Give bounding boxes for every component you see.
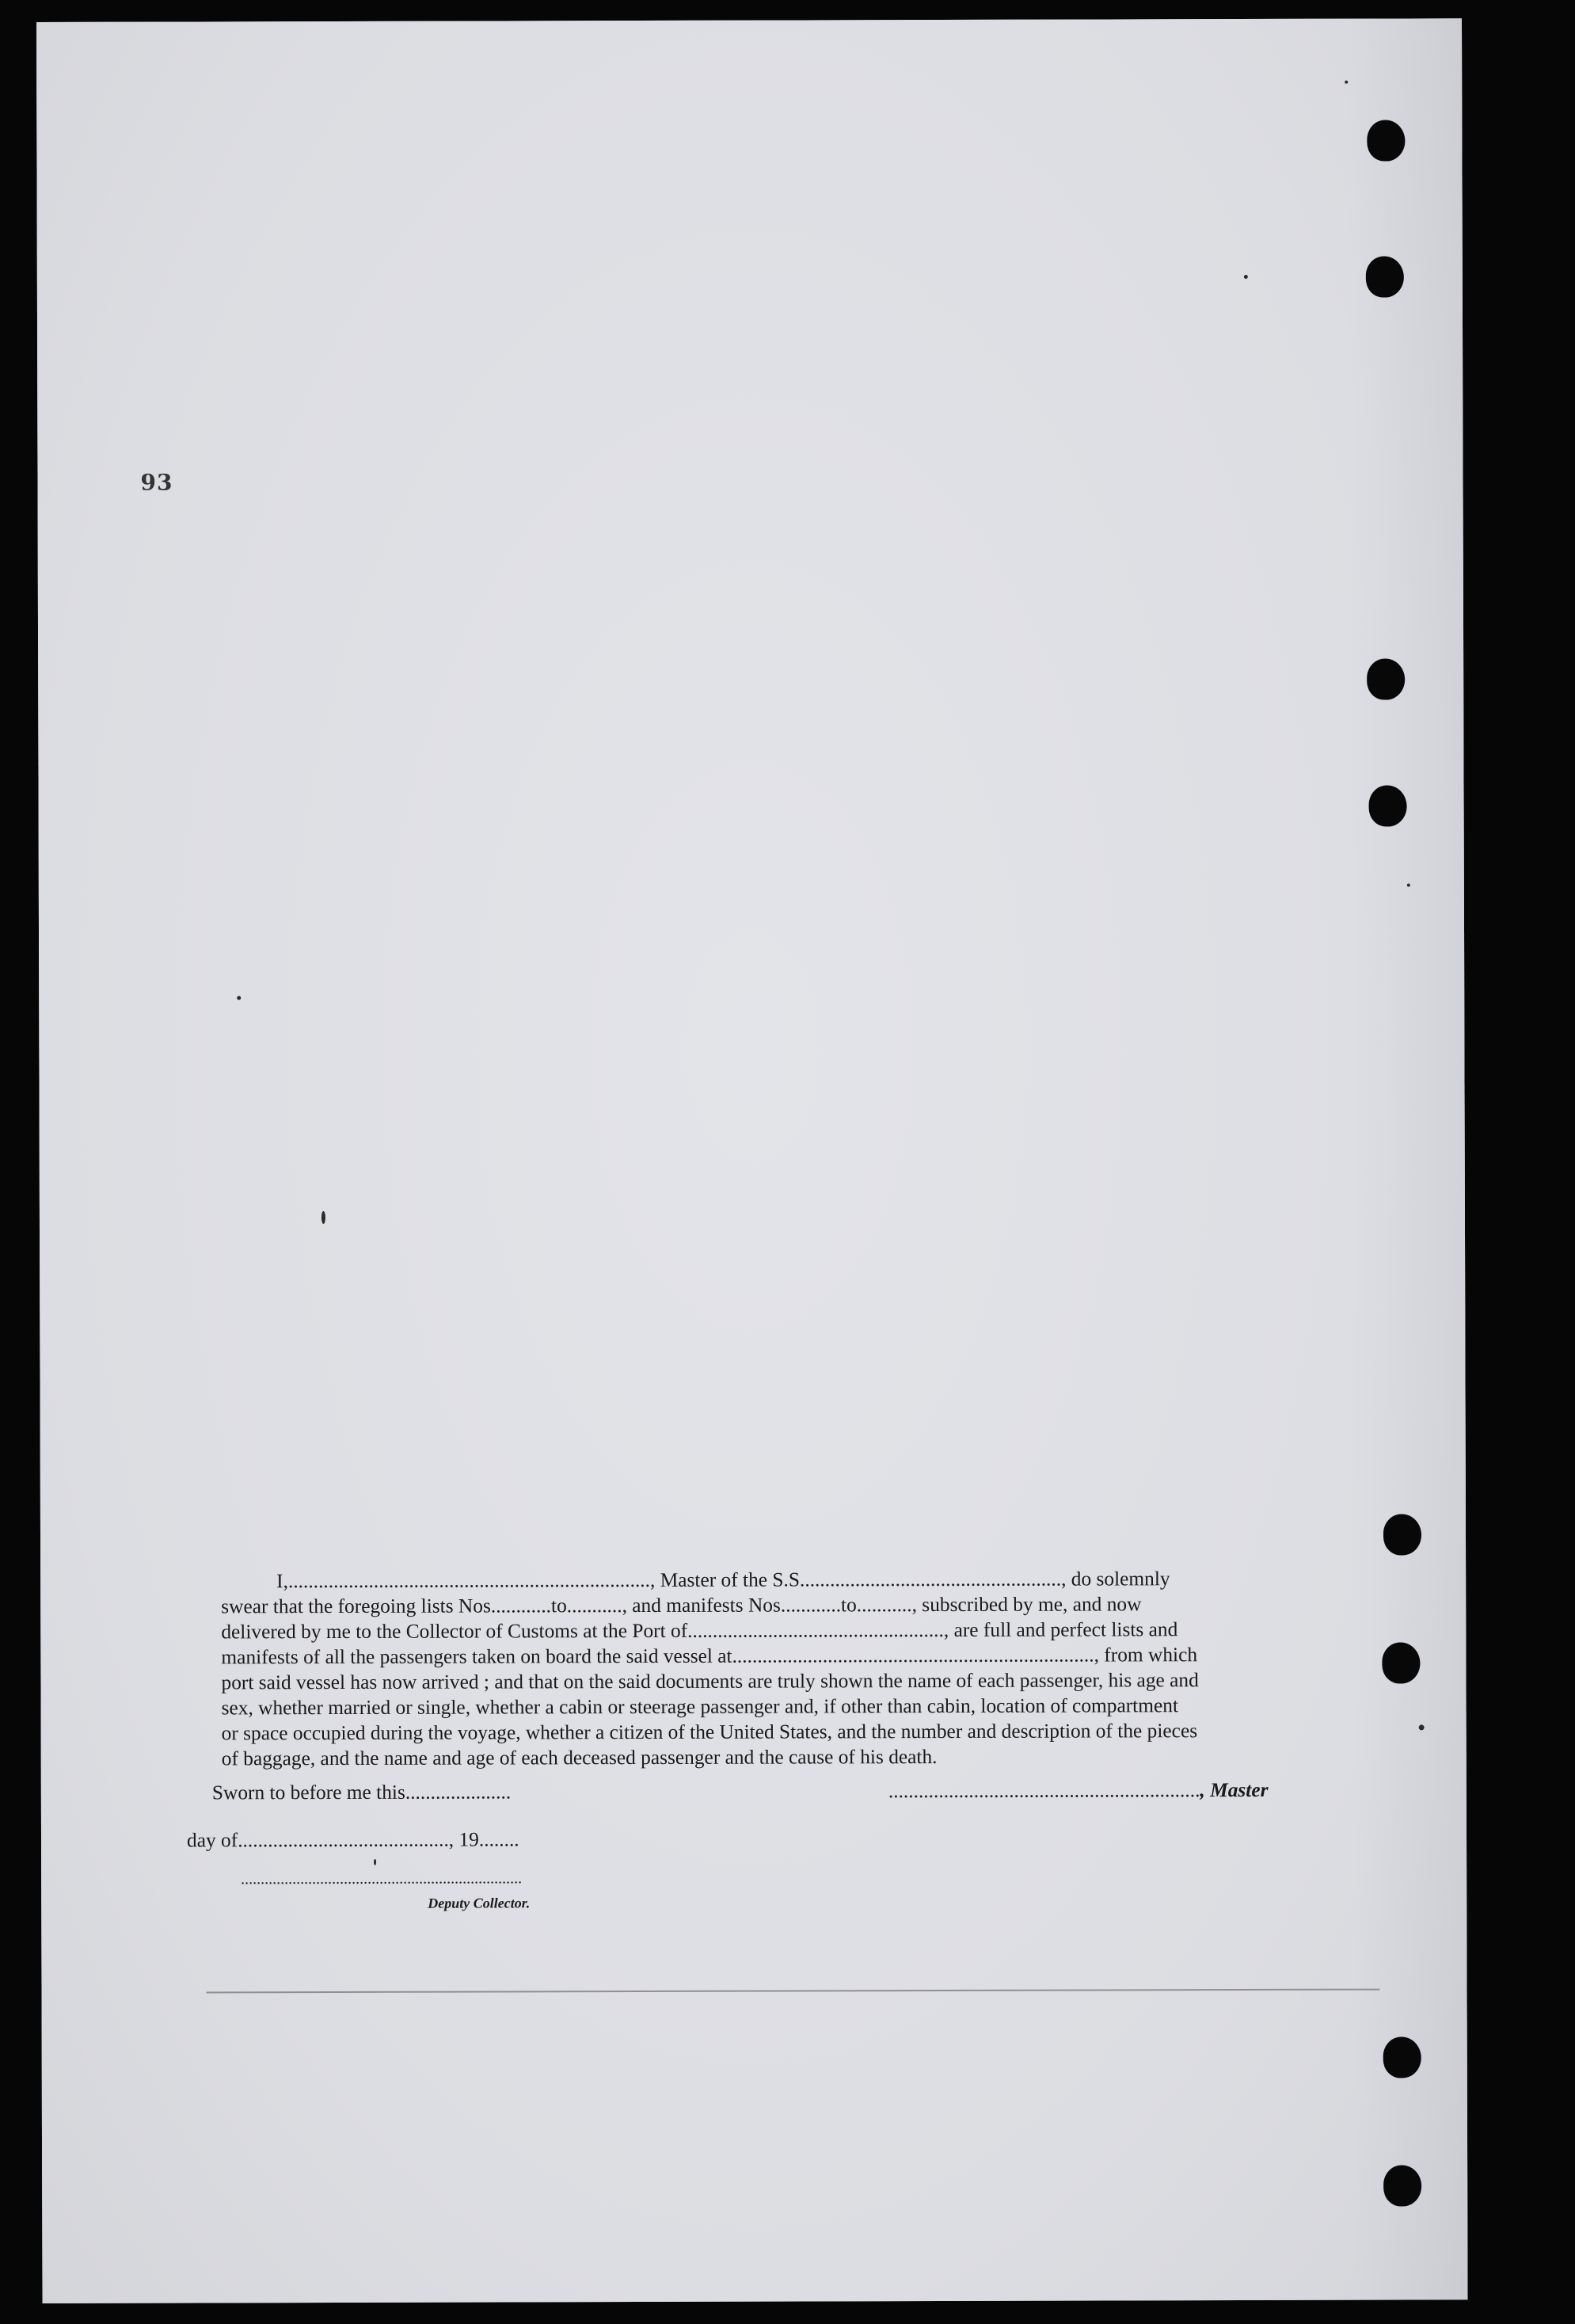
oath-line: swear that the foregoing lists Nos............to..........., and manifests Nos............to..........., subscribed by me, and now <box>221 1593 1142 1618</box>
corner-mark: 93 <box>140 469 173 496</box>
paper-edge-shading <box>1347 18 1468 2299</box>
oath-line: delivered by me to the Collector of Customs at the Port of..................................................., are full and perfect lists and <box>221 1618 1178 1644</box>
paper-speck <box>1407 883 1410 886</box>
paper-speck <box>374 1859 376 1865</box>
punch-hole-icon <box>1383 2165 1421 2206</box>
master-oath-paragraph <box>221 1565 1406 1771</box>
oath-line: sex, whether married or single, whether a cabin or steerage passenger and, if other than cabin, location of compartment <box>221 1694 1179 1720</box>
day-of-line: day of.........................................., 19........ <box>186 1828 519 1852</box>
paper-speck <box>1345 81 1348 84</box>
paper-speck <box>321 1211 325 1224</box>
punch-hole-icon <box>1367 658 1405 699</box>
paper-speck <box>237 996 241 1000</box>
deputy-signature-dots: ....................................................................... <box>241 1869 523 1888</box>
oath-line: I,........................................................................, Master of the S.S...................................................., do solemnly <box>276 1568 1170 1593</box>
punch-hole-icon <box>1369 785 1407 826</box>
oath-line: of baggage, and the name and age of each deceased passenger and the cause of his death. <box>221 1746 938 1770</box>
sworn-before-line: Sworn to before me this..................... <box>211 1781 512 1804</box>
punch-hole-icon <box>1383 1514 1421 1555</box>
manifest-page <box>36 18 1468 2303</box>
oath-line: manifests of all the passengers taken on board the said vessel at........................................................................, from which <box>221 1644 1198 1669</box>
oath-line: or space occupied during the voyage, whether a citizen of the United States, and the number and description of the pieces <box>221 1720 1198 1745</box>
punch-hole-icon <box>1367 120 1405 161</box>
punch-hole-icon <box>1366 256 1404 297</box>
deputy-collector-label: Deputy Collector. <box>428 1895 531 1911</box>
master-signature-dots: .............................................................. <box>888 1779 1200 1803</box>
master-label: , Master <box>1200 1778 1269 1802</box>
paper-speck <box>1419 1724 1425 1730</box>
oath-line: port said vessel has now arrived ; and that on the said documents are truly shown the name of each passenger, his age and <box>221 1669 1199 1694</box>
master-signature-line <box>888 1779 1269 1803</box>
paper-speck <box>1244 275 1248 279</box>
punch-hole-icon <box>1383 2036 1421 2078</box>
divider-rule <box>207 1989 1380 1994</box>
